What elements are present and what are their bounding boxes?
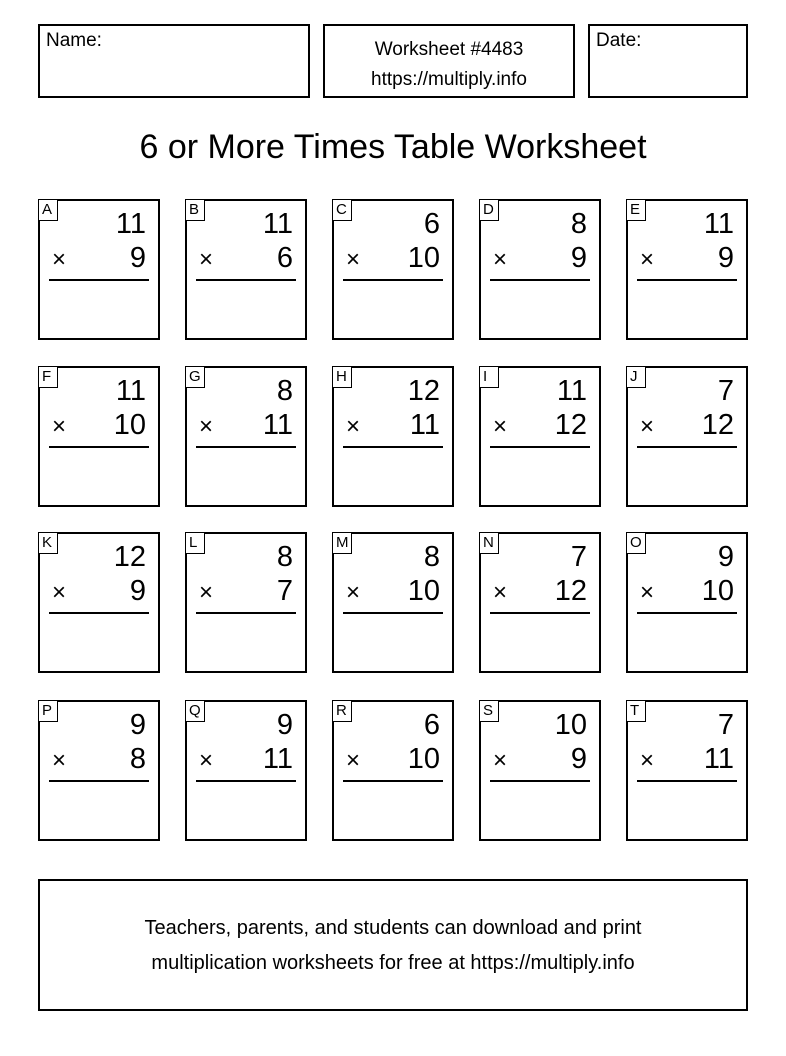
- problem-card[interactable]: [479, 532, 601, 673]
- problem-letter: K: [38, 532, 58, 554]
- problem-letter: R: [332, 700, 352, 722]
- times-sign: ×: [640, 747, 655, 774]
- footer-line-1: Teachers, parents, and students can download and print: [144, 917, 642, 939]
- multiplier: 8: [129, 743, 146, 775]
- problem-letter: N: [479, 532, 499, 554]
- problem-letter: S: [479, 700, 499, 722]
- times-sign: ×: [346, 413, 361, 440]
- answer-line: [343, 446, 443, 448]
- problem-letter: H: [332, 366, 352, 388]
- problem-card[interactable]: [332, 532, 454, 673]
- problem-letter: J: [626, 366, 646, 388]
- multiplicand: 6: [423, 709, 440, 741]
- multiplier: 12: [701, 409, 734, 441]
- answer-line: [343, 780, 443, 782]
- problem-card[interactable]: [38, 532, 160, 673]
- multiplier: 9: [717, 242, 734, 274]
- times-sign: ×: [493, 246, 508, 273]
- answer-line: [490, 279, 590, 281]
- page-title: 6 or More Times Table Worksheet: [139, 128, 647, 166]
- times-sign: ×: [493, 579, 508, 606]
- multiplier: 12: [554, 575, 587, 607]
- multiplicand: 8: [276, 541, 293, 573]
- multiplier: 10: [113, 409, 146, 441]
- problem-letter: T: [626, 700, 646, 722]
- problem-card[interactable]: [332, 700, 454, 841]
- multiplier: 12: [554, 409, 587, 441]
- multiplicand: 12: [113, 541, 146, 573]
- problem-card[interactable]: [479, 366, 601, 507]
- footer-note: [38, 879, 748, 1011]
- multiplicand: 11: [703, 208, 734, 240]
- multiplier: 10: [407, 743, 440, 775]
- problem-card[interactable]: [38, 199, 160, 340]
- multiplicand: 8: [423, 541, 440, 573]
- multiplier: 6: [276, 242, 293, 274]
- answer-line: [490, 780, 590, 782]
- multiplier: 9: [129, 242, 146, 274]
- multiplicand: 12: [407, 375, 440, 407]
- problem-letter: E: [626, 199, 646, 221]
- answer-line: [196, 780, 296, 782]
- answer-line: [637, 612, 737, 614]
- worksheet-number: Worksheet #4483: [374, 39, 524, 60]
- answer-line: [196, 446, 296, 448]
- answer-line: [490, 612, 590, 614]
- multiplier: 10: [407, 575, 440, 607]
- times-sign: ×: [493, 413, 508, 440]
- problem-letter: Q: [185, 700, 205, 722]
- times-sign: ×: [199, 579, 214, 606]
- problem-card[interactable]: [479, 199, 601, 340]
- problem-card[interactable]: [626, 700, 748, 841]
- multiplier: 11: [262, 743, 293, 775]
- times-sign: ×: [346, 579, 361, 606]
- multiplier: 9: [570, 242, 587, 274]
- times-sign: ×: [199, 747, 214, 774]
- times-sign: ×: [199, 246, 214, 273]
- multiplier: 9: [129, 575, 146, 607]
- multiplier: 10: [407, 242, 440, 274]
- problem-card[interactable]: [185, 366, 307, 507]
- problem-card[interactable]: [626, 366, 748, 507]
- problem-card[interactable]: [38, 366, 160, 507]
- worksheet-info-box: [323, 24, 575, 98]
- problem-letter: F: [38, 366, 58, 388]
- name-field-box[interactable]: [38, 24, 310, 98]
- multiplicand: 11: [115, 375, 146, 407]
- multiplicand: 9: [129, 709, 146, 741]
- multiplier: 9: [570, 743, 587, 775]
- problem-letter: I: [479, 366, 499, 388]
- answer-line: [49, 780, 149, 782]
- multiplicand: 7: [717, 375, 734, 407]
- problem-card[interactable]: [185, 700, 307, 841]
- multiplicand: 11: [556, 375, 587, 407]
- answer-line: [49, 446, 149, 448]
- problem-letter: G: [185, 366, 205, 388]
- multiplicand: 10: [554, 709, 587, 741]
- multiplier: 10: [701, 575, 734, 607]
- times-sign: ×: [52, 579, 67, 606]
- times-sign: ×: [346, 747, 361, 774]
- problem-letter: M: [332, 532, 352, 554]
- multiplicand: 9: [717, 541, 734, 573]
- multiplier: 11: [703, 743, 734, 775]
- answer-line: [490, 446, 590, 448]
- times-sign: ×: [199, 413, 214, 440]
- multiplicand: 7: [570, 541, 587, 573]
- answer-line: [196, 612, 296, 614]
- multiplier: 7: [276, 575, 293, 607]
- multiplicand: 6: [423, 208, 440, 240]
- multiplier: 11: [409, 409, 440, 441]
- problem-letter: O: [626, 532, 646, 554]
- answer-line: [637, 446, 737, 448]
- times-sign: ×: [640, 246, 655, 273]
- date-field-box[interactable]: [588, 24, 748, 98]
- problem-card[interactable]: [332, 366, 454, 507]
- name-label: Name:: [46, 30, 102, 51]
- times-sign: ×: [52, 246, 67, 273]
- problem-letter: C: [332, 199, 352, 221]
- answer-line: [637, 279, 737, 281]
- problem-card[interactable]: [332, 199, 454, 340]
- multiplicand: 8: [276, 375, 293, 407]
- multiplicand: 9: [276, 709, 293, 741]
- times-sign: ×: [346, 246, 361, 273]
- multiplicand: 11: [115, 208, 146, 240]
- problem-letter: B: [185, 199, 205, 221]
- problem-card[interactable]: [479, 700, 601, 841]
- answer-line: [196, 279, 296, 281]
- problem-card[interactable]: [38, 700, 160, 841]
- multiplier: 11: [262, 409, 293, 441]
- times-sign: ×: [640, 413, 655, 440]
- problem-card[interactable]: [626, 199, 748, 340]
- answer-line: [343, 279, 443, 281]
- multiplicand: 8: [570, 208, 587, 240]
- worksheet-url: https://multiply.info: [371, 69, 527, 90]
- date-label: Date:: [596, 30, 642, 51]
- problem-letter: D: [479, 199, 499, 221]
- answer-line: [343, 612, 443, 614]
- problem-letter: L: [185, 532, 205, 554]
- times-sign: ×: [493, 747, 508, 774]
- footer-line-2: multiplication worksheets for free at https://multiply.info: [151, 952, 635, 974]
- answer-line: [637, 780, 737, 782]
- answer-line: [49, 612, 149, 614]
- times-sign: ×: [52, 413, 67, 440]
- times-sign: ×: [52, 747, 67, 774]
- problem-letter: P: [38, 700, 58, 722]
- problem-letter: A: [38, 199, 58, 221]
- problem-card[interactable]: [626, 532, 748, 673]
- times-sign: ×: [640, 579, 655, 606]
- multiplicand: 7: [717, 709, 734, 741]
- multiplicand: 11: [262, 208, 293, 240]
- problem-card[interactable]: [185, 532, 307, 673]
- problem-card[interactable]: [185, 199, 307, 340]
- answer-line: [49, 279, 149, 281]
